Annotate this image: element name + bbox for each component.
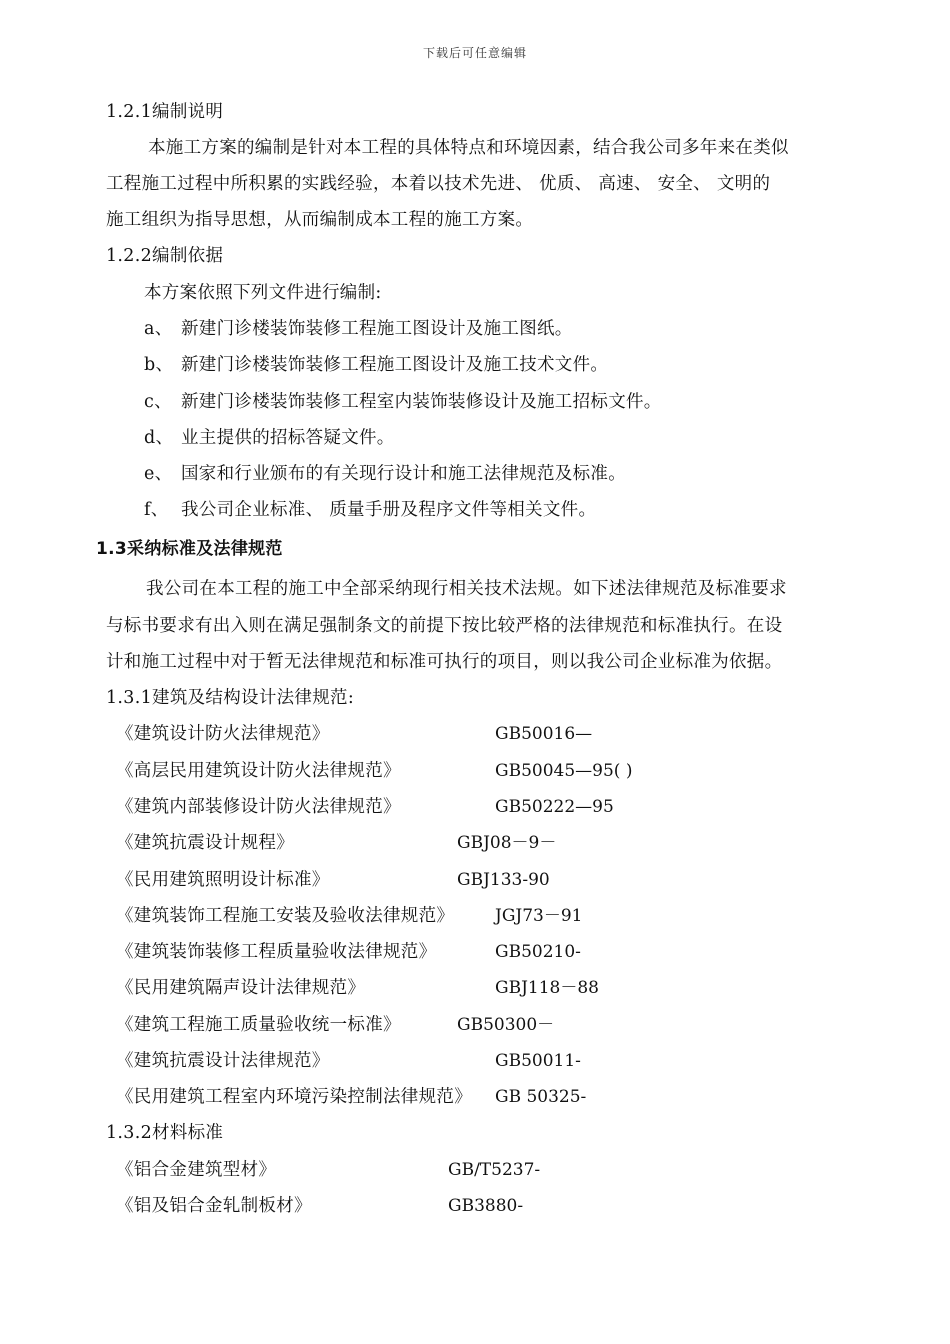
standard-code: GB3880-: [448, 1196, 524, 1216]
standard-name: 《建筑装饰工程施工安装及验收法律规范》: [116, 906, 455, 926]
heading-1-3-1: 1.3.1建筑及结构设计法律规范:: [106, 688, 355, 708]
page-header-note: 下载后可任意编辑: [422, 46, 527, 60]
paragraph-line: 工程施工过程中所积累的实践经验，本着以技术先进、 优质、 高速、 安全、 文明的: [106, 174, 771, 194]
list-item: 国家和行业颁布的有关现行设计和施工法律规范及标准。: [181, 464, 626, 484]
standard-name: 《民用建筑工程室内环境污染控制法律规范》: [116, 1087, 472, 1107]
standard-code: JGJ73－91: [495, 906, 583, 926]
heading-1-2-2: 1.2.2编制依据: [106, 246, 224, 266]
heading-1-3-2: 1.3.2材料标准: [106, 1123, 224, 1143]
list-item: 新建门诊楼装饰装修工程施工图设计及施工技术文件。: [181, 355, 609, 375]
paragraph-line: 本施工方案的编制是针对本工程的具体特点和环境因素，结合我公司多年来在类似: [148, 138, 789, 158]
standard-name: 《建筑工程施工质量验收统一标准》: [116, 1015, 401, 1035]
standard-code: GBJ08－9－: [457, 833, 557, 853]
standard-name: 《铝及铝合金轧制板材》: [116, 1196, 312, 1216]
standard-name: 《民用建筑隔声设计法律规范》: [116, 978, 366, 998]
standard-code: GBJ133-90: [457, 870, 550, 890]
heading-1-3: 1.3采纳标准及法律规范: [96, 539, 283, 559]
standard-name: 《高层民用建筑设计防火法律规范》: [116, 761, 401, 781]
standard-code: GB50222—95: [495, 797, 614, 817]
list-item-marker: b、: [144, 355, 174, 375]
list-item-marker: a、: [144, 319, 173, 339]
heading-1-2-1: 1.2.1编制说明: [106, 102, 224, 122]
list-item-marker: f、: [144, 500, 169, 520]
paragraph-line: 施工组织为指导思想，从而编制成本工程的施工方案。: [106, 210, 534, 230]
list-item: 新建门诊楼装饰装修工程施工图设计及施工图纸。: [181, 319, 573, 339]
list-item-marker: c、: [144, 392, 172, 412]
standard-code: GB50045—95( ): [495, 761, 633, 781]
standard-name: 《民用建筑照明设计标准》: [116, 870, 330, 890]
standard-code: GB50210-: [495, 942, 581, 962]
list-item: 业主提供的招标答疑文件。: [181, 428, 395, 448]
standard-code: GB/T5237-: [448, 1160, 541, 1180]
standard-name: 《建筑内部装修设计防火法律规范》: [116, 797, 401, 817]
standard-name: 《建筑设计防火法律规范》: [116, 724, 330, 744]
standard-name: 《建筑装饰装修工程质量验收法律规范》: [116, 942, 437, 962]
list-item: 新建门诊楼装饰装修工程室内装饰装修设计及施工招标文件。: [181, 392, 662, 412]
standard-name: 《铝合金建筑型材》: [116, 1160, 277, 1180]
standard-code: GB50300－: [457, 1015, 555, 1035]
paragraph-line: 计和施工过程中对于暂无法律规范和标准可执行的项目，则以我公司企业标准为依据。: [106, 652, 783, 672]
standard-code: GB50016—: [495, 724, 593, 744]
standard-name: 《建筑抗震设计规程》: [116, 833, 294, 853]
basis-intro: 本方案依照下列文件进行编制:: [144, 283, 382, 303]
paragraph-line: 我公司在本工程的施工中全部采纳现行相关技术法规。如下述法律规范及标准要求: [146, 579, 787, 599]
standard-name: 《建筑抗震设计法律规范》: [116, 1051, 330, 1071]
standard-code: GB50011-: [495, 1051, 581, 1071]
list-item: 我公司企业标准、 质量手册及程序文件等相关文件。: [181, 500, 597, 520]
standard-code: GB 50325-: [495, 1087, 587, 1107]
list-item-marker: e、: [144, 464, 173, 484]
paragraph-line: 与标书要求有出入则在满足强制条文的前提下按比较严格的法律规范和标准执行。在设: [106, 616, 783, 636]
list-item-marker: d、: [144, 428, 174, 448]
standard-code: GBJ118－88: [495, 978, 599, 998]
